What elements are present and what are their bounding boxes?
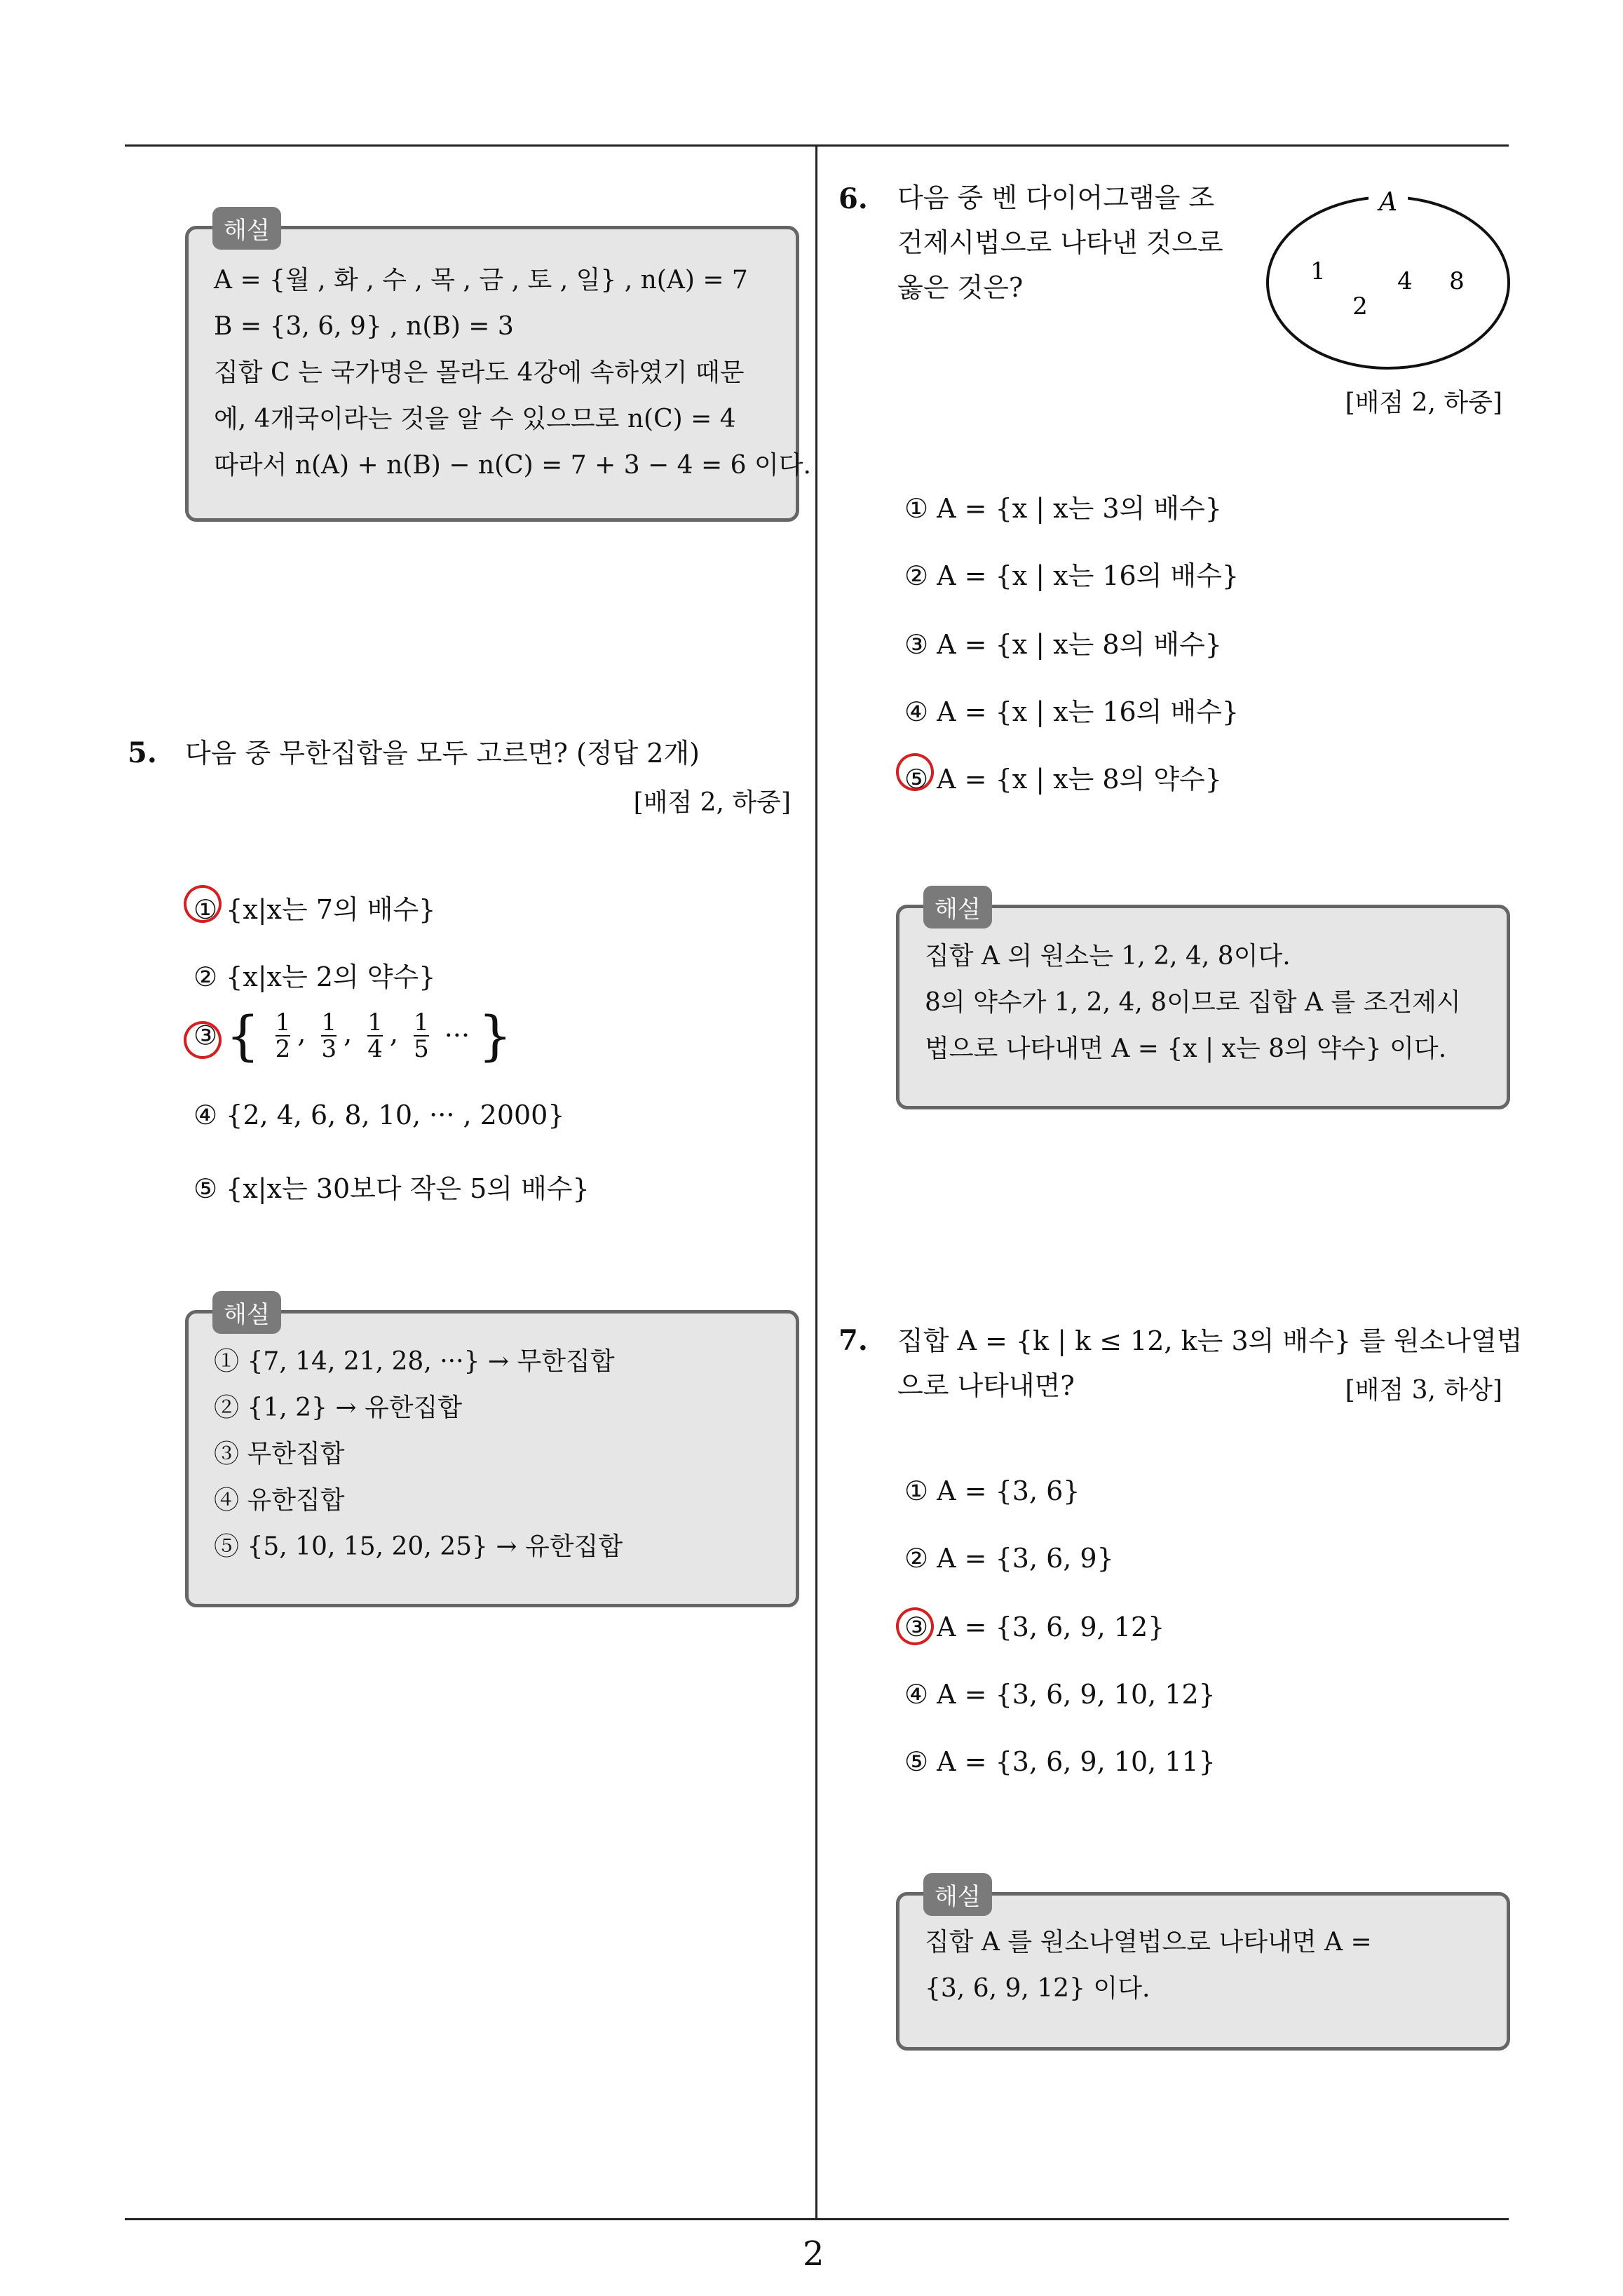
question-text: 집합 A = {k | k ≤ 12, k는 3의 배수} 를 원소나열법 으로 나타내면? xyxy=(897,1325,1523,1401)
fraction-list: $\frac{1}{2}$ , $\frac{1}{3}$ , $\frac{1}{4}$ , $\frac{1}{5}$ xyxy=(275,1008,429,1063)
choice-2[interactable]: ② A = {x | x는 16의 배수} xyxy=(904,560,1240,591)
explanation-line: ① {7, 14, 21, 28, ···} → 무한집합 xyxy=(214,1347,615,1376)
bottom-rule xyxy=(125,2218,1509,2220)
question-number: 5. xyxy=(128,736,157,769)
page-number: 2 xyxy=(803,2234,824,2274)
explanation-line: ⑤ {5, 10, 15, 20, 25} → 유한집합 xyxy=(214,1532,623,1561)
explanation-line: 에, 4개국이라는 것을 알 수 있으므로 n(C) = 4 xyxy=(214,405,736,433)
choice-5[interactable]: ⑤ {x|x는 30보다 작은 5의 배수} xyxy=(193,1173,590,1204)
explanation-tag: 해설 xyxy=(212,207,281,250)
column-divider xyxy=(815,144,817,2220)
explanation-tag: 해설 xyxy=(212,1291,281,1334)
question-text: 다음 중 벤 다이어그램을 조 건제시법으로 나타낸 것으로 옳은 것은? xyxy=(897,182,1223,303)
explanation-line: 법으로 나타내면 A = {x | x는 8의 약수} 이다. xyxy=(925,1034,1447,1063)
choice-1[interactable]: ① A = {x | x는 3의 배수} xyxy=(904,493,1222,524)
choice-3[interactable]: ③ A = {x | x는 8의 배수} xyxy=(904,629,1222,660)
explanation-line: B = {3, 6, 9} , n(B) = 3 xyxy=(214,312,514,341)
choice-4[interactable]: ④ {2, 4, 6, 8, 10, ··· , 2000} xyxy=(193,1100,565,1130)
question-points: [배점 3, 하상] xyxy=(1345,1376,1502,1405)
choice-1[interactable]: ① A = {3, 6} xyxy=(904,1475,1080,1506)
venn-diagram xyxy=(1262,188,1514,377)
explanation-line: {3, 6, 9, 12} 이다. xyxy=(925,1974,1150,2003)
venn-element: 1 xyxy=(1310,257,1326,285)
choice-3-label: ③ xyxy=(193,1020,218,1051)
fraction: $\frac{1}{2}$ xyxy=(275,1008,291,1063)
venn-element: 2 xyxy=(1352,292,1368,320)
choice-4[interactable]: ④ A = {3, 6, 9, 10, 12} xyxy=(904,1679,1216,1710)
ellipsis: ··· xyxy=(444,1020,470,1051)
choice-2[interactable]: ② {x|x는 2의 약수} xyxy=(193,961,436,992)
question-text: 다음 중 무한집합을 모두 고르면? (정답 2개) xyxy=(185,738,700,769)
explanation-line: 집합 A 를 원소나열법으로 나타내면 A = xyxy=(925,1928,1372,1957)
choice-3[interactable]: ③ A = {3, 6, 9, 12} xyxy=(904,1612,1165,1642)
choice-5[interactable]: ⑤ A = {3, 6, 9, 10, 11} xyxy=(904,1746,1216,1777)
explanation-line: 집합 A 의 원소는 1, 2, 4, 8이다. xyxy=(925,942,1291,971)
choice-1[interactable]: ① {x|x는 7의 배수} xyxy=(193,894,436,925)
fraction: $\frac{1}{3}$ xyxy=(321,1008,337,1063)
question-points: [배점 2, 하중] xyxy=(1345,389,1502,417)
question-number: 7. xyxy=(838,1324,868,1357)
fraction: $\frac{1}{5}$ xyxy=(414,1008,429,1063)
explanation-box-q6 xyxy=(896,896,1510,1109)
explanation-box-q5 xyxy=(185,1301,799,1607)
explanation-tag: 해설 xyxy=(923,886,992,928)
venn-set-label: A xyxy=(1379,188,1397,217)
explanation-line: ② {1, 2} → 유한집합 xyxy=(214,1393,463,1422)
choice-4[interactable]: ④ A = {x | x는 16의 배수} xyxy=(904,696,1240,727)
brace-close: } xyxy=(478,1004,512,1067)
explanation-line: A = {월 , 화 , 수 , 목 , 금 , 토 , 일} , n(A) = 7 xyxy=(214,266,748,295)
choice-5[interactable]: ⑤ A = {x | x는 8의 약수} xyxy=(904,764,1222,795)
brace-open: { xyxy=(226,1004,260,1067)
explanation-line: 집합 C 는 국가명은 몰라도 4강에 속하였기 때문 xyxy=(214,358,745,387)
explanation-line: 8의 약수가 1, 2, 4, 8이므로 집합 A 를 조건제시 xyxy=(925,988,1461,1017)
explanation-line: 따라서 n(A) + n(B) − n(C) = 7 + 3 − 4 = 6 이다. xyxy=(214,451,811,480)
question-number: 6. xyxy=(838,182,868,215)
explanation-box-q4 xyxy=(185,217,811,522)
explanation-tag: 해설 xyxy=(923,1873,992,1916)
explanation-line: ④ 유한집합 xyxy=(214,1486,345,1515)
choice-3[interactable] xyxy=(193,1004,512,1067)
venn-element: 8 xyxy=(1449,267,1465,295)
question-points: [배점 2, 하중] xyxy=(633,788,791,817)
venn-element: 4 xyxy=(1397,267,1413,295)
explanation-line: ③ 무한집합 xyxy=(214,1440,345,1468)
choice-2[interactable]: ② A = {3, 6, 9} xyxy=(904,1543,1114,1574)
fraction: $\frac{1}{4}$ xyxy=(367,1008,383,1063)
explanation-box-q7 xyxy=(896,1883,1510,2051)
